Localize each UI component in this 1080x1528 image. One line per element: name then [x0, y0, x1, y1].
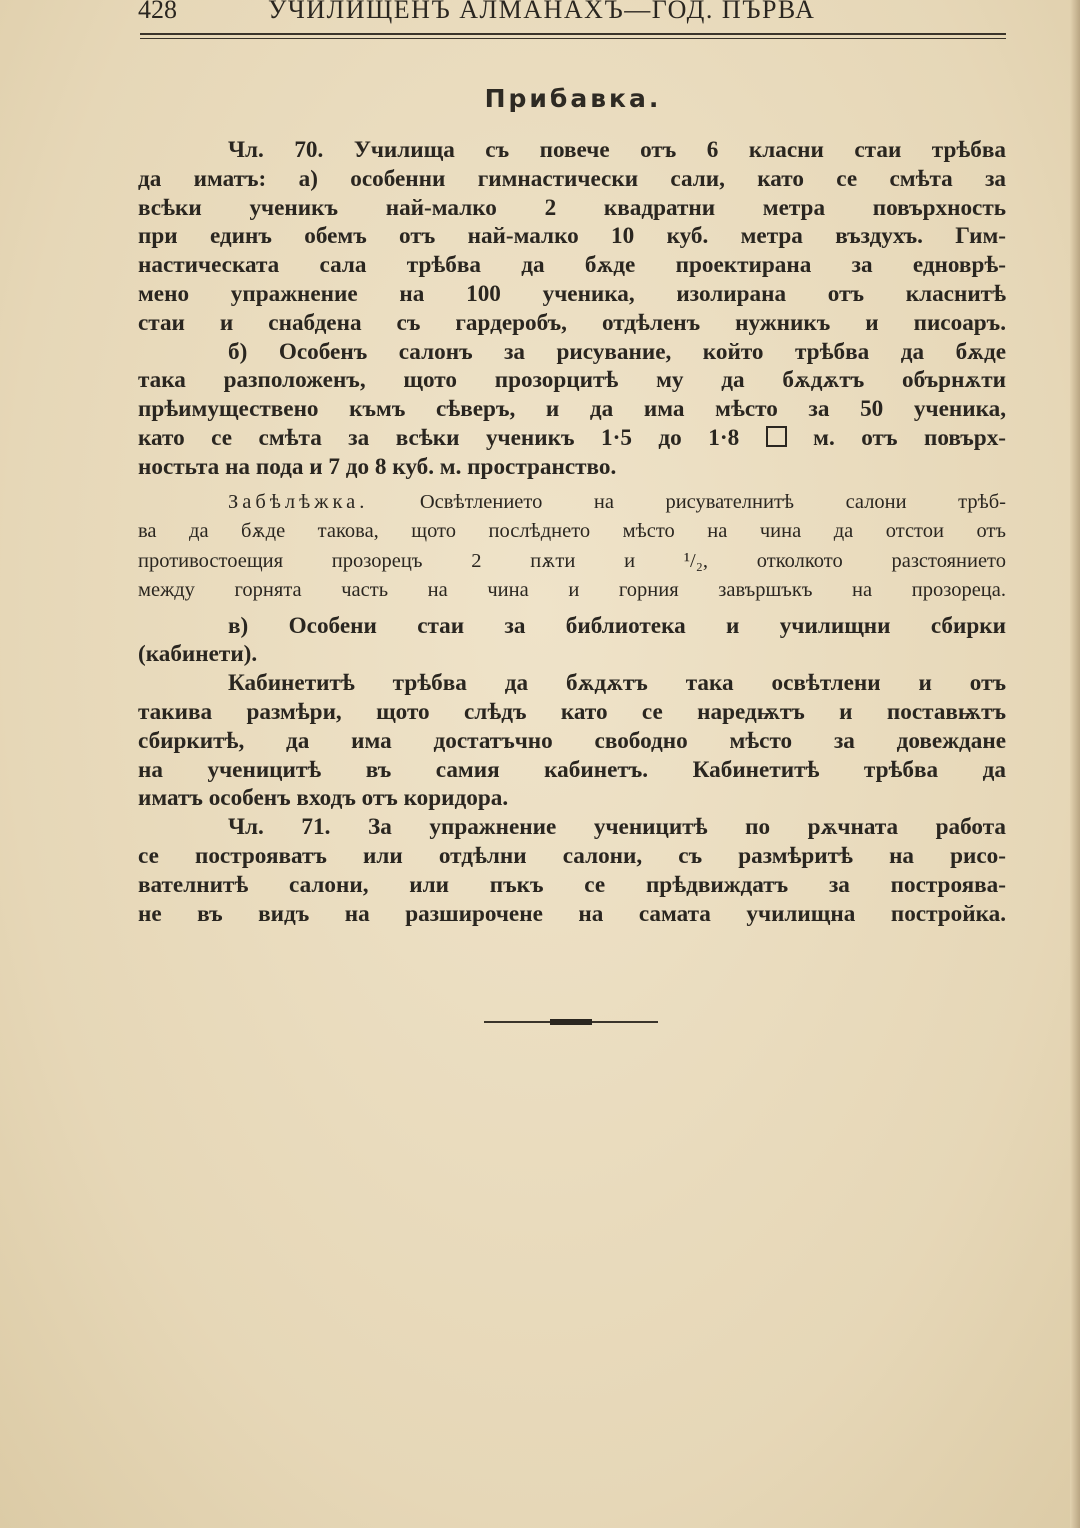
page-edge-shadow	[1070, 0, 1080, 1528]
header-rule-thin	[140, 38, 1006, 39]
text-line: сбиркитѣ, да има достатъчно свободно мѣсто за довеждане	[138, 727, 1006, 754]
running-title: УЧИЛИЩЕНЪ АЛМАНАХЪ—ГОД. ПЪРВА	[268, 0, 816, 24]
header-rule-thick	[140, 33, 1006, 35]
note-line: противостоещия прозорецъ 2 пѫти и ¹/₂, отколкото разстоянието	[138, 549, 1006, 572]
text-line: б) Особенъ салонъ за рисувание, който трѣбва да бѫде	[228, 338, 1006, 365]
text-line: настическата сала трѣбва да бѫде проектирана за едноврѣ-	[138, 252, 1006, 279]
text-segment: като се смѣта за всѣки ученикъ 1·5 до 1·8	[138, 424, 740, 451]
text-segment: Освѣтлението на рисувателнитѣ салони трѣб-	[419, 490, 1007, 513]
note-line: ва да бѫде такова, щото послѣднето мѣсто на чина да отстои отъ	[138, 520, 1006, 543]
article-body	[138, 136, 1006, 928]
ornament-bar	[550, 1019, 592, 1025]
text-line: не въ видъ на разширочене на самата училищна постройка.	[138, 900, 1006, 927]
note-line	[138, 488, 1006, 518]
text-line: на ученицитѣ въ самия кабинетъ. Кабинетитѣ трѣбва да	[138, 756, 1006, 783]
text-line-with-square	[138, 424, 1006, 453]
text-line: мено упражнение на 100 ученика, изолирана отъ класнитѣ	[138, 280, 1006, 307]
square-unit-symbol	[766, 426, 787, 447]
note-line: между горнята часть на чина и горния завършъкъ на прозореца.	[138, 579, 1006, 602]
text-line: стаи и снабдена съ гардеробъ, отдѣленъ нужникъ и писоаръ.	[138, 309, 1006, 336]
text-line: се построяватъ или отдѣлни салони, съ размѣритѣ на рисо-	[138, 842, 1006, 869]
text-line: така разположенъ, щото прозорцитѣ му да бѫдѫтъ обърнѫти	[138, 367, 1006, 394]
text-line: при единъ обемъ отъ най-малко 10 куб. метра въздухъ. Гим-	[138, 223, 1006, 250]
text-line: Кабинетитѣ трѣбва да бѫдѫтъ така освѣтлени и отъ	[228, 670, 1006, 697]
text-line: ностьта на пода и 7 до 8 куб. м. пространство.	[138, 453, 617, 480]
text-line: всѣки ученикъ най-малко 2 квадратни метра повърхность	[138, 194, 1006, 221]
note-block	[138, 488, 1006, 606]
text-line: Чл. 70. Училища съ повече отъ 6 класни стаи трѣбва	[228, 137, 1006, 163]
text-line: да иматъ: а) особенни гимнастически сали, като се смѣта за	[138, 165, 1006, 192]
text-line: прѣимуществено къмъ сѣверъ, и да има мѣсто за 50 ученика,	[138, 396, 1006, 423]
text-line: Чл. 71. За упражнение ученицитѣ по рѫчната работа	[228, 814, 1006, 841]
end-ornament	[484, 1018, 658, 1024]
text-line: вателнитѣ салони, или пъкъ се прѣдвиждатъ за построява-	[138, 871, 1006, 898]
text-line: такива размѣри, щото слѣдъ като се наредѭтъ и поставѭтъ	[138, 698, 1006, 725]
note-label: Забѣлѣжка.	[228, 490, 369, 513]
text-segment: м. отъ повърх-	[813, 424, 1007, 451]
text-line: (кабинети).	[138, 641, 258, 668]
page-number: 428	[138, 0, 177, 24]
text-line: в) Особени стаи за библиотека и училищни сбирки	[228, 612, 1006, 639]
page-header	[138, 0, 1006, 30]
text-line: иматъ особенъ входъ отъ коридора.	[138, 785, 509, 812]
section-title: Прибавка.	[484, 84, 662, 113]
